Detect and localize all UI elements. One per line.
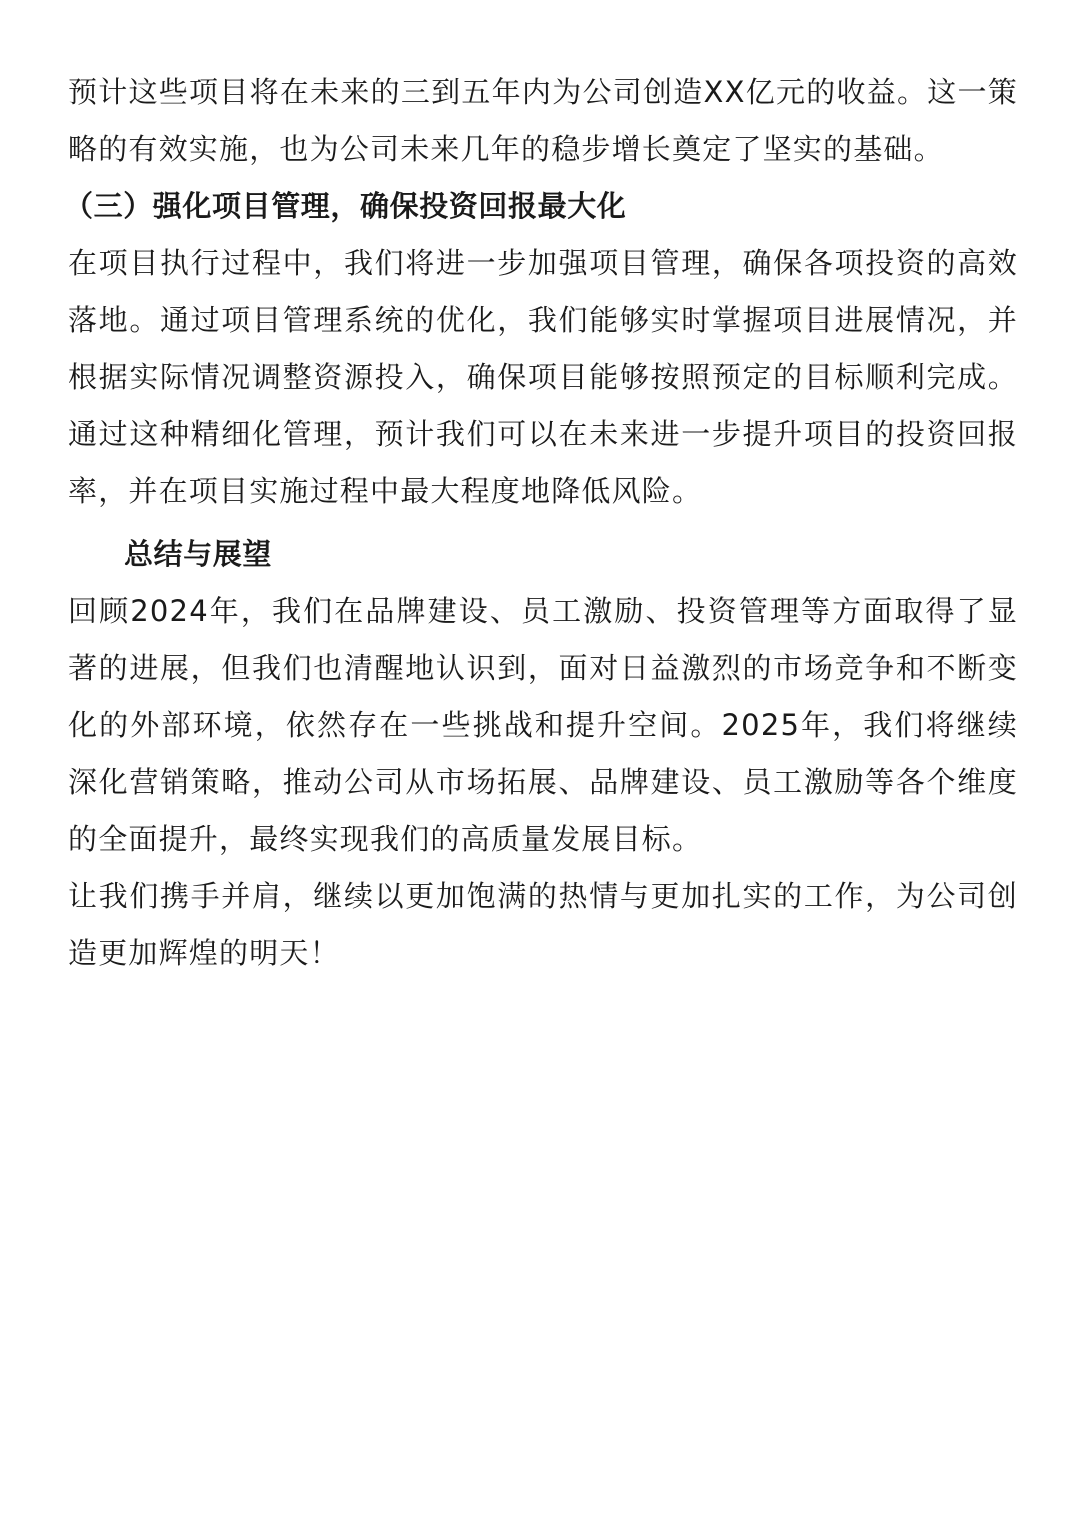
paragraph-review-2024: 回顾2024年，我们在品牌建设、员工激励、投资管理等方面取得了显著的进展，但我们也清醒地认识到，面对日益激烈的市场竞争和不断变化的外部环境，依然存在一些挑战和提升空间。2025年，我们将继续深化营销策略，推动公司从市场拓展、品牌建设、员工激励等各个维度的全面提升，最终实现我们的高质量发展目标。 [68,594,1018,856]
section-heading-summary: 总结与展望 [124,537,273,571]
paragraph-project-management: 在项目执行过程中，我们将进一步加强项目管理，确保各项投资的高效落地。通过项目管理系统的优化，我们能够实时掌握项目进展情况，并根据实际情况调整资源投入，确保项目能够按照预定的目标顺利完成。通过这种精细化管理，预计我们可以在未来进一步提升项目的投资回报率，并在项目实施过程中最大程度地降低风险。 [68,246,1018,508]
section-heading-project-management: （三）强化项目管理，确保投资回报最大化 [64,189,627,223]
paragraph-closing: 让我们携手并肩，继续以更加饱满的热情与更加扎实的工作，为公司创造更加辉煌的明天！ [68,879,1018,970]
document-body [64,64,1018,982]
paragraph-investment-outlook: 预计这些项目将在未来的三到五年内为公司创造XX亿元的收益。这一策略的有效实施，也为公司未来几年的稳步增长奠定了坚实的基础。 [68,75,1018,166]
